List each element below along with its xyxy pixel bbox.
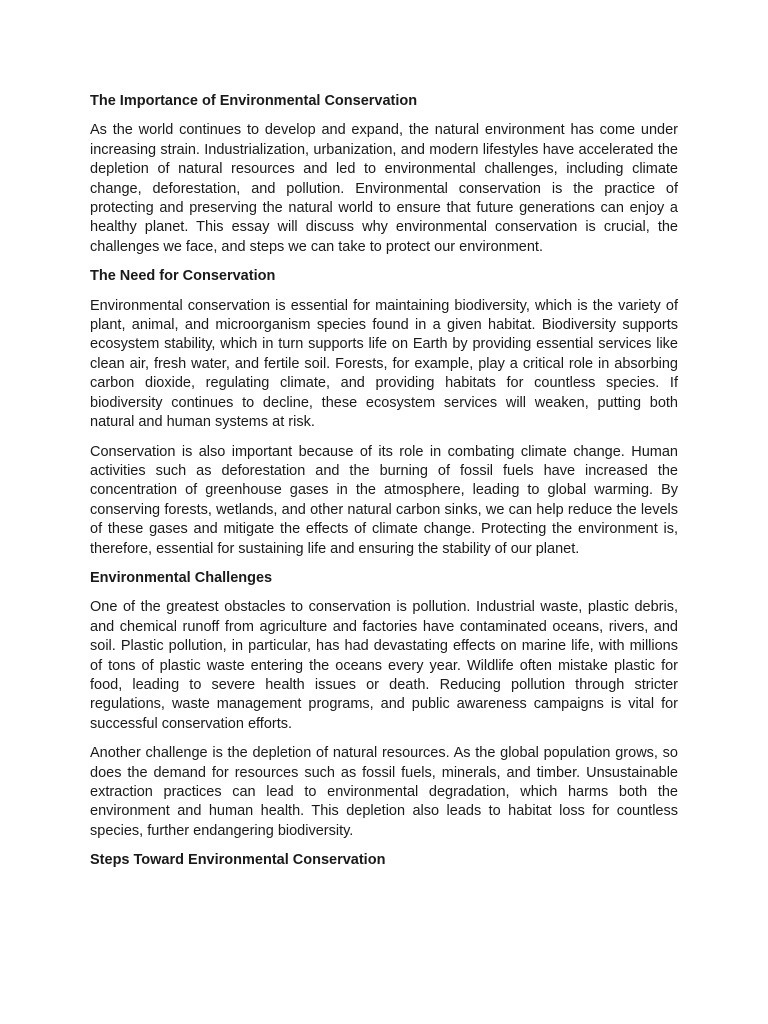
paragraph: Environmental conservation is essential for maintaining biodiversity, which is the variety of plant, animal, and microorganism species found in a given habitat. Biodiversity supports ecosystem stability, which in turn supports life on Earth by providing essential services like clean air, fresh water, and fertile soil. Forests, for example, play a critical role in absorbing carbon dioxide, regulating climate, and providing habitats for countless species. If biodiversity continues to decline, these ecosystem services will weaken, putting both natural and human systems at risk.: [90, 297, 678, 431]
section-heading-challenges: Environmental Challenges: [90, 569, 273, 586]
intro-paragraph: As the world continues to develop and expand, the natural environment has come under increasing strain. Industrialization, urbanization, and modern lifestyles have accelerated the depletion of natural resources and led to environmental challenges, including climate change, deforestation, and pollution. Environmental conservation is the practice of protecting and preserving the natural world to ensure that future generations can enjoy a healthy planet. This essay will discuss why environmental conservation is crucial, the challenges we face, and steps we can take to protect our environment.: [90, 122, 678, 255]
document-page: [90, 92, 678, 881]
paragraph: One of the greatest obstacles to conservation is pollution. Industrial waste, plastic debris, and chemical runoff from agriculture and factories have contaminated oceans, rivers, and soil. Plastic pollution, in particular, has had devastating effects on marine life, with millions of tons of plastic waste entering the oceans every year. Wildlife often mistake plastic for food, leading to severe health issues or death. Reducing pollution through stricter regulations, waste management programs, and public awareness campaigns is vital for successful conservation efforts.: [90, 599, 678, 732]
paragraph: Conservation is also important because of its role in combating climate change. Human activities such as deforestation and the burning of fossil fuels have increased the concentration of greenhouse gases in the atmosphere, leading to global warming. By conserving forests, wetlands, and other natural carbon sinks, we can help reduce the levels of these gases and mitigate the effects of climate change. Protecting the environment is, therefore, essential for sustaining life and ensuring the stability of our planet.: [90, 443, 678, 557]
paragraph: Another challenge is the depletion of natural resources. As the global population grows, so does the demand for resources such as fossil fuels, minerals, and timber. Unsustainable extraction practices can lead to environmental degradation, which harms both the environment and human health. This depletion also leads to habitat loss for countless species, further endangering biodiversity.: [90, 745, 678, 839]
section-heading-steps: Steps Toward Environmental Conservation: [90, 852, 386, 869]
document-title: The Importance of Environmental Conservation: [90, 93, 418, 109]
section-heading-need: The Need for Conservation: [90, 268, 276, 285]
